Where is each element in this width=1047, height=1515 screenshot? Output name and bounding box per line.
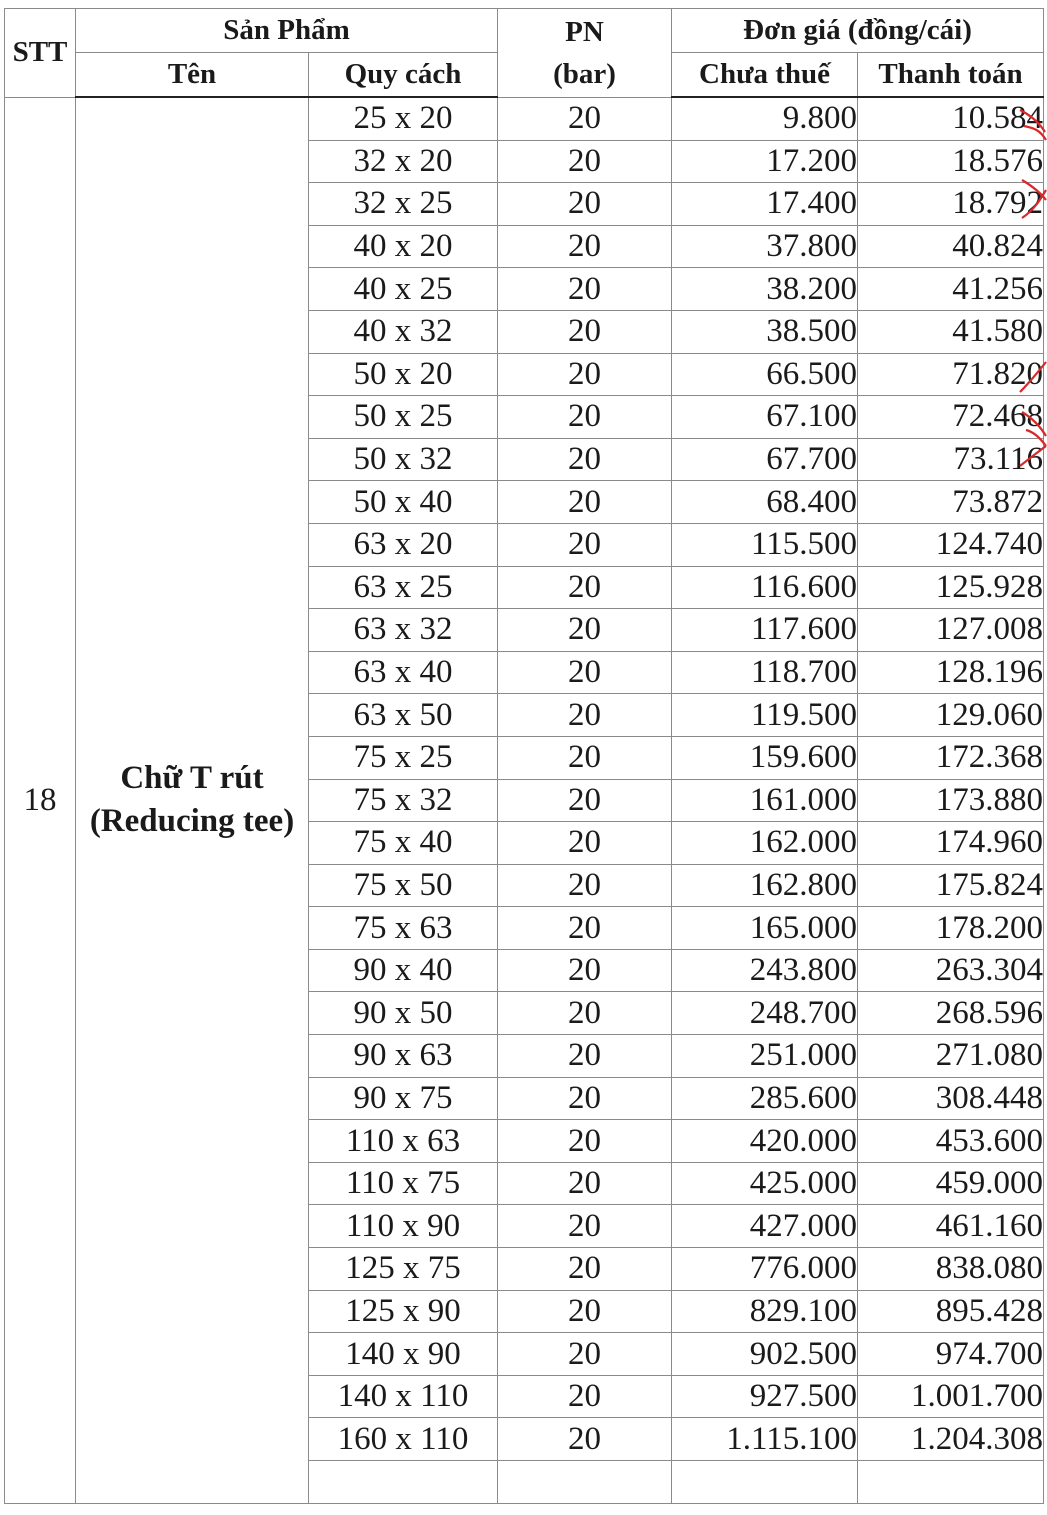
cell-pn: 20 [498,481,672,524]
cell-pn: 20 [498,992,672,1035]
cell-payment: 895.428 [858,1290,1044,1333]
header-spec: Quy cách [309,53,498,98]
cell-pre-tax: 427.000 [672,1205,858,1248]
cell-spec: 75 x 40 [309,822,498,865]
cell-payment: 263.304 [858,949,1044,992]
cell-pre-tax: 66.500 [672,353,858,396]
cell-spec: 50 x 32 [309,438,498,481]
cell-pre-tax: 829.100 [672,1290,858,1333]
cell-pn: 20 [498,1375,672,1418]
cell-payment: 18.576 [858,140,1044,183]
cell-pn: 20 [498,268,672,311]
cell-spec: 140 x 110 [309,1375,498,1418]
cell-pn: 20 [498,1162,672,1205]
price-table [4,8,1044,1504]
cell-payment: 461.160 [858,1205,1044,1248]
cell-spec: 25 x 20 [309,97,498,140]
cell-payment: 41.256 [858,268,1044,311]
table-row [5,97,1044,140]
cell-pn: 20 [498,97,672,140]
table-body [5,97,1044,1503]
cell-spec: 40 x 25 [309,268,498,311]
cell-empty [672,1461,858,1504]
cell-pn: 20 [498,310,672,353]
cell-pre-tax: 248.700 [672,992,858,1035]
cell-pn: 20 [498,949,672,992]
cell-payment: 40.824 [858,225,1044,268]
header-pn-label: PN [565,15,604,48]
cell-payment: 174.960 [858,822,1044,865]
header-pre-tax: Chưa thuế [672,53,858,98]
cell-spec: 50 x 40 [309,481,498,524]
cell-empty [498,1461,672,1504]
cell-payment: 124.740 [858,523,1044,566]
cell-pn: 20 [498,1418,672,1461]
cell-pn: 20 [498,566,672,609]
cell-payment: 73.872 [858,481,1044,524]
product-name-vi: Chữ T rút [120,760,264,797]
cell-pre-tax: 1.115.100 [672,1418,858,1461]
cell-pre-tax: 425.000 [672,1162,858,1205]
cell-spec: 75 x 63 [309,907,498,950]
cell-pre-tax: 117.600 [672,609,858,652]
cell-spec: 50 x 20 [309,353,498,396]
cell-pn: 20 [498,822,672,865]
cell-payment: 73.116 [858,438,1044,481]
cell-pre-tax: 38.500 [672,310,858,353]
cell-pn: 20 [498,225,672,268]
header-pn-unit: (bar) [553,57,616,90]
cell-payment: 129.060 [858,694,1044,737]
cell-spec: 160 x 110 [309,1418,498,1461]
cell-spec: 110 x 75 [309,1162,498,1205]
cell-payment: 172.368 [858,736,1044,779]
cell-spec: 63 x 32 [309,609,498,652]
cell-pre-tax: 37.800 [672,225,858,268]
cell-pre-tax: 68.400 [672,481,858,524]
cell-spec: 32 x 20 [309,140,498,183]
cell-pn: 20 [498,1035,672,1078]
cell-pn: 20 [498,353,672,396]
cell-spec: 50 x 25 [309,396,498,439]
cell-pre-tax: 285.600 [672,1077,858,1120]
cell-pn: 20 [498,907,672,950]
cell-pre-tax: 116.600 [672,566,858,609]
cell-payment: 268.596 [858,992,1044,1035]
cell-pn: 20 [498,1077,672,1120]
cell-spec: 32 x 25 [309,183,498,226]
cell-pre-tax: 927.500 [672,1375,858,1418]
cell-payment: 125.928 [858,566,1044,609]
cell-payment: 459.000 [858,1162,1044,1205]
cell-pn: 20 [498,183,672,226]
cell-payment: 308.448 [858,1077,1044,1120]
table-header [5,9,1044,98]
cell-payment: 128.196 [858,651,1044,694]
header-pn [498,9,672,98]
cell-pn: 20 [498,1120,672,1163]
cell-stt: 18 [5,97,76,1503]
cell-payment: 173.880 [858,779,1044,822]
cell-pre-tax: 902.500 [672,1333,858,1376]
cell-payment: 10.584 [858,97,1044,140]
cell-payment: 974.700 [858,1333,1044,1376]
cell-spec: 63 x 40 [309,651,498,694]
cell-pre-tax: 17.400 [672,183,858,226]
cell-spec: 40 x 32 [309,310,498,353]
cell-pn: 20 [498,1333,672,1376]
cell-pn: 20 [498,651,672,694]
cell-payment: 71.820 [858,353,1044,396]
cell-spec: 75 x 25 [309,736,498,779]
cell-pre-tax: 9.800 [672,97,858,140]
cell-pre-tax: 67.700 [672,438,858,481]
cell-pn: 20 [498,1290,672,1333]
cell-spec: 75 x 50 [309,864,498,907]
cell-payment: 127.008 [858,609,1044,652]
cell-spec: 110 x 90 [309,1205,498,1248]
header-name: Tên [76,53,309,98]
cell-product-name [76,97,309,1503]
cell-spec: 90 x 50 [309,992,498,1035]
cell-pre-tax: 243.800 [672,949,858,992]
cell-pre-tax: 776.000 [672,1248,858,1291]
cell-spec: 40 x 20 [309,225,498,268]
cell-empty [309,1461,498,1504]
cell-pn: 20 [498,736,672,779]
cell-payment: 175.824 [858,864,1044,907]
cell-pre-tax: 165.000 [672,907,858,950]
cell-pn: 20 [498,523,672,566]
cell-pn: 20 [498,396,672,439]
cell-pre-tax: 251.000 [672,1035,858,1078]
cell-pre-tax: 420.000 [672,1120,858,1163]
cell-spec: 90 x 63 [309,1035,498,1078]
cell-pre-tax: 67.100 [672,396,858,439]
header-payment: Thanh toán [858,53,1044,98]
cell-pre-tax: 17.200 [672,140,858,183]
cell-spec: 140 x 90 [309,1333,498,1376]
cell-pre-tax: 161.000 [672,779,858,822]
cell-spec: 90 x 75 [309,1077,498,1120]
cell-spec: 125 x 90 [309,1290,498,1333]
cell-pre-tax: 162.000 [672,822,858,865]
cell-pre-tax: 159.600 [672,736,858,779]
cell-pre-tax: 38.200 [672,268,858,311]
cell-payment: 178.200 [858,907,1044,950]
cell-payment: 18.792 [858,183,1044,226]
cell-spec: 63 x 20 [309,523,498,566]
cell-empty [858,1461,1044,1504]
cell-payment: 72.468 [858,396,1044,439]
cell-pre-tax: 119.500 [672,694,858,737]
cell-payment: 1.204.308 [858,1418,1044,1461]
cell-payment: 41.580 [858,310,1044,353]
cell-spec: 63 x 50 [309,694,498,737]
header-product: Sản Phẩm [76,9,498,53]
cell-payment: 838.080 [858,1248,1044,1291]
cell-pn: 20 [498,694,672,737]
cell-pn: 20 [498,864,672,907]
cell-spec: 75 x 32 [309,779,498,822]
cell-spec: 110 x 63 [309,1120,498,1163]
cell-pn: 20 [498,1248,672,1291]
cell-pn: 20 [498,438,672,481]
cell-spec: 125 x 75 [309,1248,498,1291]
cell-payment: 453.600 [858,1120,1044,1163]
cell-pn: 20 [498,140,672,183]
cell-pre-tax: 162.800 [672,864,858,907]
header-stt: STT [5,9,76,98]
cell-payment: 1.001.700 [858,1375,1044,1418]
cell-pn: 20 [498,779,672,822]
header-unit-price: Đơn giá (đồng/cái) [672,9,1044,53]
cell-pn: 20 [498,609,672,652]
cell-payment: 271.080 [858,1035,1044,1078]
cell-pre-tax: 115.500 [672,523,858,566]
product-name-en: (Reducing tee) [89,803,295,840]
cell-pre-tax: 118.700 [672,651,858,694]
cell-spec: 90 x 40 [309,949,498,992]
cell-spec: 63 x 25 [309,566,498,609]
cell-pn: 20 [498,1205,672,1248]
